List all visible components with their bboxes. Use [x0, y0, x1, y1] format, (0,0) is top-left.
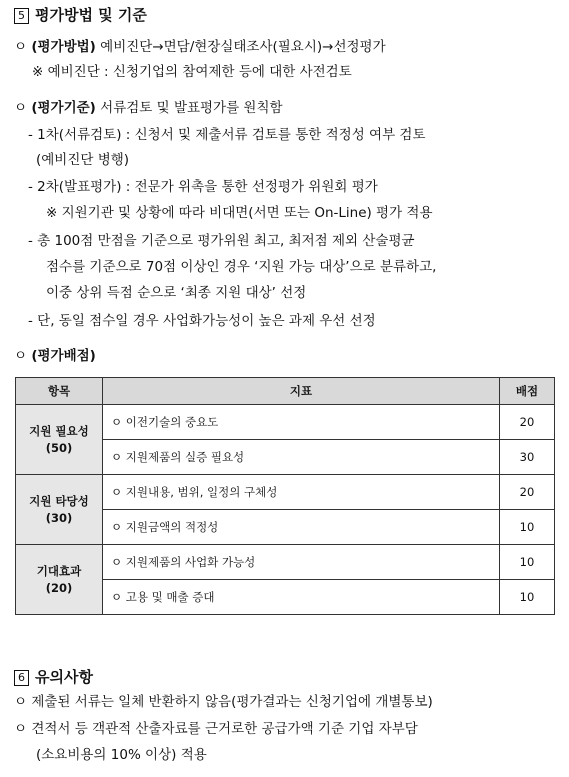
section-number-box: 6 [14, 670, 29, 686]
criteria-item-2-note: ※ 지원기관 및 상황에 따라 비대면(서면 또는 On-Line) 평가 적용 [46, 205, 433, 221]
bullet: ㅇ [14, 348, 28, 364]
category-total: (20) [45, 580, 73, 595]
header-category: 항목 [16, 378, 103, 405]
method-note: ※ 예비진단 : 신청기업의 참여제한 등에 대한 사전검토 [32, 64, 352, 80]
criteria-item-3: - 총 100점 만점을 기준으로 평가위원 최고, 최저점 제외 산술평균 [28, 233, 415, 249]
criteria-item-4: - 단, 동일 점수일 경우 사업화가능성이 높은 과제 우선 선정 [28, 313, 376, 329]
category-cell [16, 405, 103, 475]
section-number-box: 5 [14, 8, 29, 24]
notice-item-1 [14, 692, 433, 712]
criteria-label: (평가기준) [31, 100, 96, 116]
bullet: ㅇ [14, 721, 28, 737]
header-indicator: 지표 [103, 378, 500, 405]
notice-item-2 [14, 719, 418, 739]
table-row [16, 475, 555, 510]
criteria-item-3-cont: 점수를 기준으로 70점 이상인 경우 ‘지원 가능 대상’으로 분류하고, [46, 259, 437, 275]
section-5-heading [14, 4, 147, 26]
category-cell [16, 475, 103, 545]
score-table [15, 377, 555, 615]
method-label: (평가방법) [31, 39, 96, 55]
criteria-item-1-cont: (예비진단 병행) [36, 152, 130, 168]
bullet: ㅇ [14, 39, 28, 55]
category-name: 지원 필요성 [29, 423, 89, 438]
category-name: 지원 타당성 [29, 493, 89, 508]
method-line [14, 37, 386, 57]
criteria-text: 서류검토 및 발표평가를 원칙함 [95, 100, 283, 116]
table-row [16, 545, 555, 580]
notice-text: 제출된 서류는 일체 반환하지 않음(평가결과는 신청기업에 개별통보) [31, 694, 433, 710]
points-cell: 10 [500, 545, 555, 580]
header-points: 배점 [500, 378, 555, 405]
category-cell [16, 545, 103, 615]
bullet: ㅇ [14, 694, 28, 710]
points-cell: 20 [500, 475, 555, 510]
section-6-heading [14, 666, 93, 688]
section-title: 유의사항 [35, 668, 93, 686]
points-cell: 10 [500, 580, 555, 615]
indicator-cell: ㅇ 지원제품의 사업화 가능성 [103, 545, 500, 580]
criteria-item-2: - 2차(발표평가) : 전문가 위촉을 통한 선정평가 위원회 평가 [28, 179, 378, 195]
criteria-item-3-cont2: 이중 상위 득점 순으로 ‘최종 지원 대상’ 선정 [46, 285, 307, 301]
category-total: (30) [45, 510, 73, 525]
category-name: 기대효과 [36, 563, 82, 578]
score-heading [14, 346, 96, 366]
indicator-cell: ㅇ 이전기술의 중요도 [103, 405, 500, 440]
indicator-cell: ㅇ 지원내용, 범위, 일정의 구체성 [103, 475, 500, 510]
points-cell: 10 [500, 510, 555, 545]
points-cell: 30 [500, 440, 555, 475]
criteria-line [14, 98, 283, 118]
indicator-cell: ㅇ 고용 및 매출 증대 [103, 580, 500, 615]
criteria-item-1: - 1차(서류검토) : 신청서 및 제출서류 검토를 통한 적정성 여부 검토 [28, 127, 426, 143]
table-header-row [16, 378, 555, 405]
notice-item-2-cont: (소요비용의 10% 이상) 적용 [36, 747, 207, 763]
method-text: 예비진단→면담/현장실태조사(필요시)→선정평가 [95, 39, 386, 55]
points-cell: 20 [500, 405, 555, 440]
notice-text: 견적서 등 객관적 산출자료를 근거로한 공급가액 기준 기업 자부담 [31, 721, 418, 737]
score-label: (평가배점) [31, 348, 96, 364]
category-total: (50) [45, 440, 73, 455]
table-row [16, 405, 555, 440]
indicator-cell: ㅇ 지원금액의 적정성 [103, 510, 500, 545]
section-title: 평가방법 및 기준 [35, 6, 147, 24]
indicator-cell: ㅇ 지원제품의 실증 필요성 [103, 440, 500, 475]
bullet: ㅇ [14, 100, 28, 116]
